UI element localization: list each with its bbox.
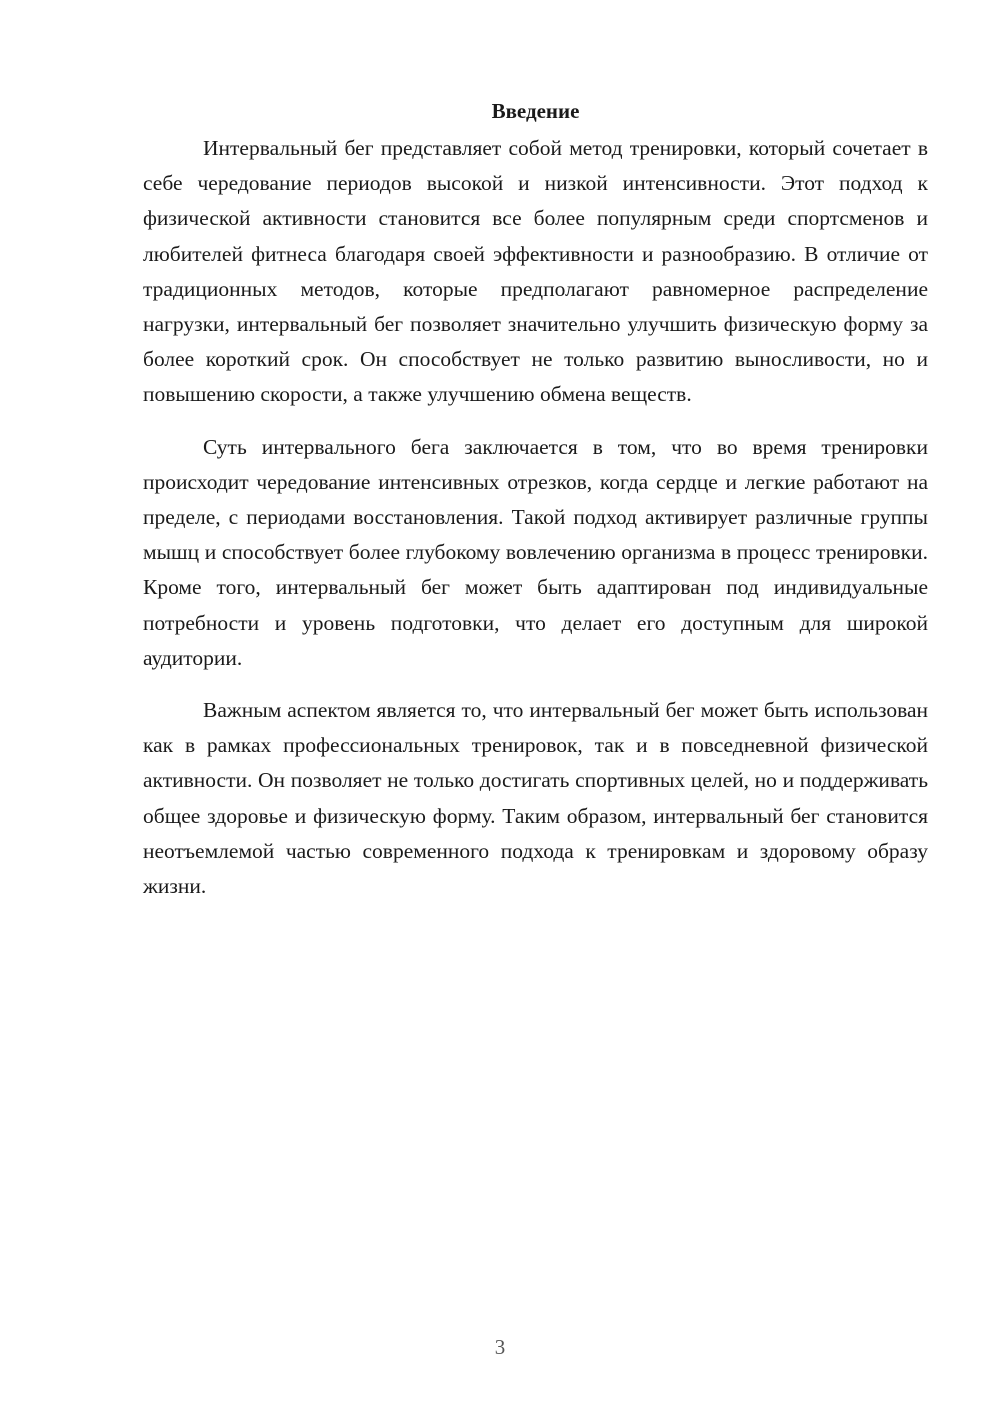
paragraph-1: Интервальный бег представляет собой метод тренировки, который сочетает в себе чередование периодов высокой и низкой интенсивности. Этот подход к физической активности становится все более популярным среди спортсменов и любителей фитнеса благодаря своей эффективности и разнообразию. В отличие от традиционных методов, которые предполагают равномерное распределение нагрузки, интервальный бег позволяет значительно улучшить физическую форму за более короткий срок. Он способствует не только развитию выносливости, но и повышению скорости, а также улучшению обмена веществ. bbox=[143, 136, 928, 407]
page-number: 3 bbox=[494, 1335, 506, 1359]
paragraph-2: Суть интервального бега заключается в том, что во время тренировки происходит чередование интенсивных отрезков, когда сердце и легкие работают на пределе, с периодами восстановления. Такой подход активирует различные группы мышц и способствует более глубокому вовлечению организма в процесс тренировки. Кроме того, интервальный бег может быть адаптирован под индивидуальные потребности и уровень подготовки, что делает его доступным для широкой аудитории. bbox=[143, 434, 928, 670]
document-body bbox=[143, 97, 928, 904]
section-title: Введение bbox=[491, 99, 580, 123]
paragraph-3: Важным аспектом является то, что интервальный бег может быть использован как в рамках профессиональных тренировок, так и в повседневной физической активности. Он позволяет не только достигать спортивных целей, но и поддерживать общее здоровье и физическую форму. Таким образом, интервальный бег становится неотъемлемой частью современного подхода к тренировкам и здоровому образу жизни. bbox=[143, 698, 928, 899]
